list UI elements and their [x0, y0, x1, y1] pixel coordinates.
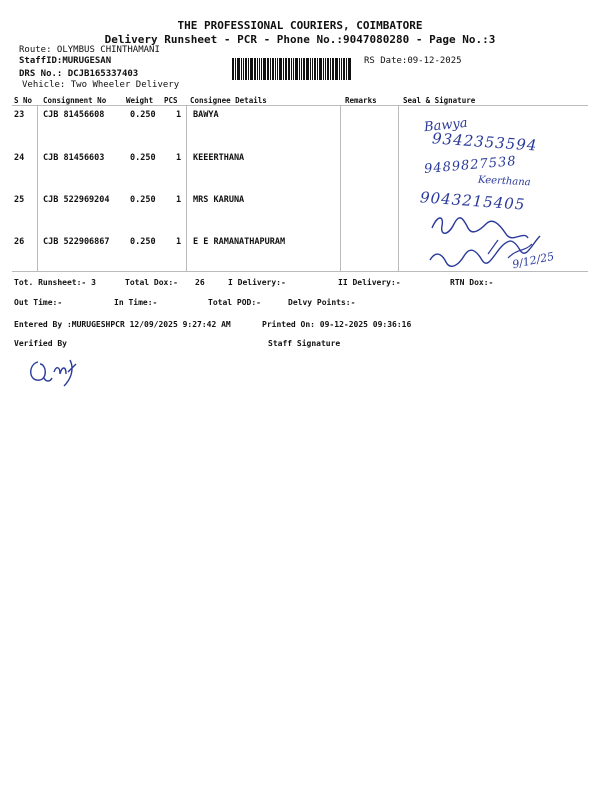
barcode-bar [275, 58, 276, 80]
col-remarks: Remarks [345, 96, 377, 105]
barcode-bar [277, 58, 278, 80]
row-pcs: 1 [176, 153, 182, 163]
barcode-bar [330, 58, 331, 80]
vehicle-label: Vehicle: Two Wheeler Delivery [22, 80, 180, 90]
row-consignment: CJB 522969204 [43, 195, 110, 205]
col-divider [186, 105, 187, 271]
col-divider [340, 105, 341, 271]
col-consignment: Consignment No [43, 96, 107, 105]
barcode-bar [263, 58, 266, 80]
barcode-bar [267, 58, 269, 80]
row-pcs: 1 [176, 110, 182, 120]
out-time: Out Time:- [14, 298, 63, 307]
handwritten-phone: 9342353594 [431, 129, 538, 155]
handwritten-phone: 9489827538 [423, 153, 518, 178]
total-dox-value: 26 [195, 278, 205, 287]
row-sno: 26 [14, 237, 25, 247]
row-sno: 23 [14, 110, 25, 120]
barcode-bar [250, 58, 253, 80]
barcode-bar [314, 58, 316, 80]
row-consignee: MRS KARUNA [193, 195, 245, 205]
barcode-bar [261, 58, 262, 80]
verifier-signature [26, 352, 96, 388]
row-weight: 0.250 [130, 237, 156, 247]
barcode-bar [293, 58, 294, 80]
row-consignment: CJB 522906867 [43, 237, 110, 247]
handwritten-name: Keerthana [477, 174, 531, 189]
printed-on: Printed On: 09-12-2025 09:36:16 [262, 320, 412, 329]
barcode-bar [299, 58, 300, 80]
row-consignment: CJB 81456603 [43, 153, 105, 163]
total-pod: Total POD:- [208, 298, 261, 307]
barcode-bar [327, 58, 329, 80]
barcode-bar [235, 58, 236, 80]
handwritten-date: 9/12/25 [511, 249, 556, 272]
row-pcs: 1 [176, 237, 182, 247]
barcode-bar [348, 58, 351, 80]
drs-number: DRS No.: DCJB165337403 [19, 69, 139, 79]
company-title: THE PROFESSIONAL COURIERS, COIMBATORE [177, 19, 423, 32]
barcode-bar [295, 58, 298, 80]
barcode-bar [243, 58, 244, 80]
barcode-bar [248, 58, 249, 80]
barcode-bar [301, 58, 302, 80]
barcode-bar [343, 58, 345, 80]
route-label: Route: OLYMBUS CHINTHAMANI [19, 45, 160, 55]
row-consignee: BAWYA [193, 110, 219, 120]
barcode-bar [332, 58, 334, 80]
header-divider [12, 105, 588, 106]
tot-runsheet: Tot. Runsheet:- 3 [14, 278, 96, 287]
barcode-bar [232, 58, 234, 80]
row-weight: 0.250 [130, 195, 156, 205]
row-weight: 0.250 [130, 153, 156, 163]
barcode-bar [257, 58, 258, 80]
barcode-bar [341, 58, 342, 80]
barcode-bar [325, 58, 326, 80]
barcode-bar [317, 58, 318, 80]
row-consignee: E E RAMANATHAPURAM [193, 237, 286, 247]
barcode [232, 58, 360, 80]
i-delivery: I Delivery:- [228, 278, 286, 287]
row-consignee: KEEERTHANA [193, 153, 245, 163]
delvy-points: Delvy Points:- [288, 298, 356, 307]
barcode-bar [288, 58, 290, 80]
col-sno: S No [14, 96, 33, 105]
row-sno: 25 [14, 195, 25, 205]
col-divider [398, 105, 399, 271]
barcode-bar [323, 58, 324, 80]
barcode-bar [312, 58, 313, 80]
barcode-bar [346, 58, 347, 80]
in-time: In Time:- [114, 298, 158, 307]
barcode-bar [285, 58, 287, 80]
total-dox-label: Total Dox:- [125, 278, 178, 287]
barcode-bar [259, 58, 260, 80]
col-consignee: Consignee Details [190, 96, 267, 105]
barcode-bar [310, 58, 311, 80]
signature-scribble [428, 210, 578, 272]
entered-by: Entered By :MURUGESHPCR 12/09/2025 9:27:42 AM [14, 320, 231, 329]
barcode-bar [241, 58, 242, 80]
barcode-bar [279, 58, 282, 80]
row-pcs: 1 [176, 195, 182, 205]
row-sno: 24 [14, 153, 25, 163]
rs-date: RS Date:09-12-2025 [364, 56, 462, 66]
col-pcs: PCS [164, 96, 178, 105]
ii-delivery: II Delivery:- [338, 278, 401, 287]
staff-signature: Staff Signature [268, 339, 341, 348]
barcode-bar [283, 58, 284, 80]
col-seal-signature: Seal & Signature [403, 96, 476, 105]
runsheet-subtitle: Delivery Runsheet - PCR - Phone No.:9047080280 - Page No.:3 [104, 33, 496, 46]
barcode-bar [306, 58, 309, 80]
staff-id: StaffID:MURUGESAN [19, 56, 112, 66]
col-weight: Weight [126, 96, 154, 105]
handwritten-phone: 9043215405 [419, 188, 526, 214]
row-consignment: CJB 81456608 [43, 110, 105, 120]
barcode-bar [245, 58, 247, 80]
verified-by: Verified By [14, 339, 67, 348]
barcode-bar [254, 58, 256, 80]
handwritten-name: Bawya [423, 115, 469, 136]
barcode-bar [303, 58, 305, 80]
barcode-bar [272, 58, 274, 80]
barcode-bar [270, 58, 271, 80]
barcode-bar [319, 58, 322, 80]
barcode-bar [339, 58, 340, 80]
row-weight: 0.250 [130, 110, 156, 120]
barcode-bar [237, 58, 240, 80]
barcode-bar [335, 58, 338, 80]
rtn-dox: RTN Dox:- [450, 278, 494, 287]
col-divider [37, 105, 38, 271]
barcode-bar [291, 58, 292, 80]
